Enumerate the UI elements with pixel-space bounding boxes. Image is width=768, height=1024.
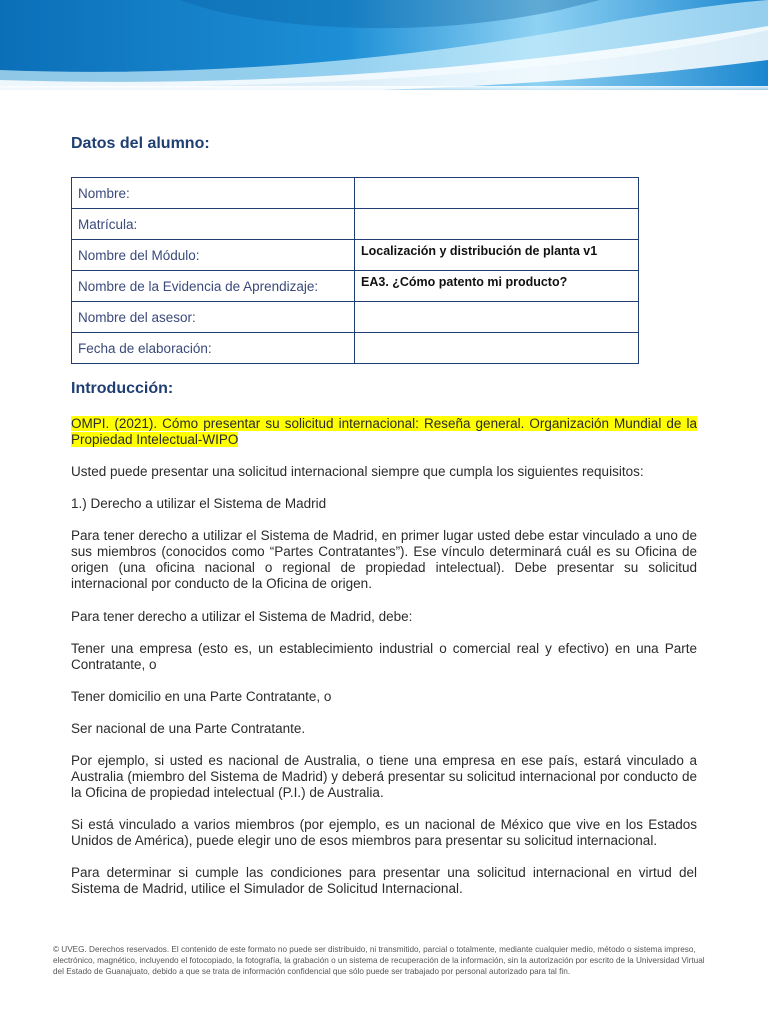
paragraph: 1.) Derecho a utilizar el Sistema de Madrid	[71, 496, 327, 511]
module-name-field[interactable]: Localización y distribución de planta v1	[355, 240, 639, 271]
paragraph: Ser nacional de una Parte Contratante.	[71, 721, 306, 736]
table-row	[72, 271, 639, 302]
paragraph: Para determinar si cumple las condiciones para presentar una solicitud internacional en virtud del Sistema de Madrid, utilice el Simulador de Solicitud Internacional.	[71, 865, 697, 896]
student-data-table	[71, 177, 639, 364]
paragraph: Tener domicilio en una Parte Contratante, o	[71, 689, 332, 704]
paragraph: Por ejemplo, si usted es nacional de Australia, o tiene una empresa en ese país, estará vinculado a Australia (miembro del Sistema de Madrid) y deberá presentar su solicitud internacional por conducto de la Oficina de propiedad intelectual (P.I.) de Australia.	[71, 753, 697, 800]
paragraph: Para tener derecho a utilizar el Sistema de Madrid, debe:	[71, 609, 413, 624]
advisor-field[interactable]	[355, 302, 639, 333]
paragraph: Tener una empresa (esto es, un establecimiento industrial o comercial real y efectivo) en una Parte Contratante, o	[71, 641, 697, 672]
header-banner	[0, 0, 768, 96]
table-row	[72, 240, 639, 271]
table-row	[72, 302, 639, 333]
enrollment-field[interactable]	[355, 209, 639, 240]
table-row	[72, 178, 639, 209]
name-field[interactable]	[355, 178, 639, 209]
row-label: Nombre:	[72, 178, 355, 209]
citation-highlight: OMPI. (2021). Cómo presentar su solicitud internacional: Reseña general. Organización Mundial de la Propiedad Intelectual-WIPO	[71, 416, 697, 447]
paragraph: Si está vinculado a varios miembros (por ejemplo, es un nacional de México que vive en los Estados Unidos de América), puede elegir uno de esos miembros para presentar su solicitud internacional.	[71, 817, 697, 848]
row-label: Fecha de elaboración:	[72, 333, 355, 364]
citation	[71, 416, 697, 448]
paragraph: Usted puede presentar una solicitud internacional siempre que cumpla los siguientes requisitos:	[71, 464, 644, 479]
date-field[interactable]	[355, 333, 639, 364]
row-label: Nombre de la Evidencia de Aprendizaje:	[72, 271, 355, 302]
table-row	[72, 209, 639, 240]
evidence-name-field[interactable]: EA3. ¿Cómo patento mi producto?	[355, 271, 639, 302]
row-label: Matrícula:	[72, 209, 355, 240]
table-row	[72, 333, 639, 364]
student-data-title: Datos del alumno:	[71, 135, 210, 152]
copyright-footer: © UVEG. Derechos reservados. El contenido de este formato no puede ser distribuido, ni transmitido, parcial o totalmente, mediante cualquier medio, método o sistema impreso, electrónico, magnético, incluyendo el fotocopiado, la fotografía, la grabación o un sistema de recuperación de la información, sin la autorización por escrito de la Universidad Virtual del Estado de Guanajuato, debido a que se trata de información confidencial que sólo puede ser trabajado por personal autorizado para tal fin.	[53, 945, 705, 976]
row-label: Nombre del asesor:	[72, 302, 355, 333]
paragraph: Para tener derecho a utilizar el Sistema de Madrid, en primer lugar usted debe estar vinculado a uno de sus miembros (conocidos como “Partes Contratantes”). Ese vínculo determinará cuál es su Oficina de origen (una oficina nacional o regional de propiedad intelectual). Debe presentar su solicitud internacional por conducto de la Oficina de origen.	[71, 528, 697, 591]
intro-title: Introducción:	[71, 380, 174, 397]
row-label: Nombre del Módulo:	[72, 240, 355, 271]
